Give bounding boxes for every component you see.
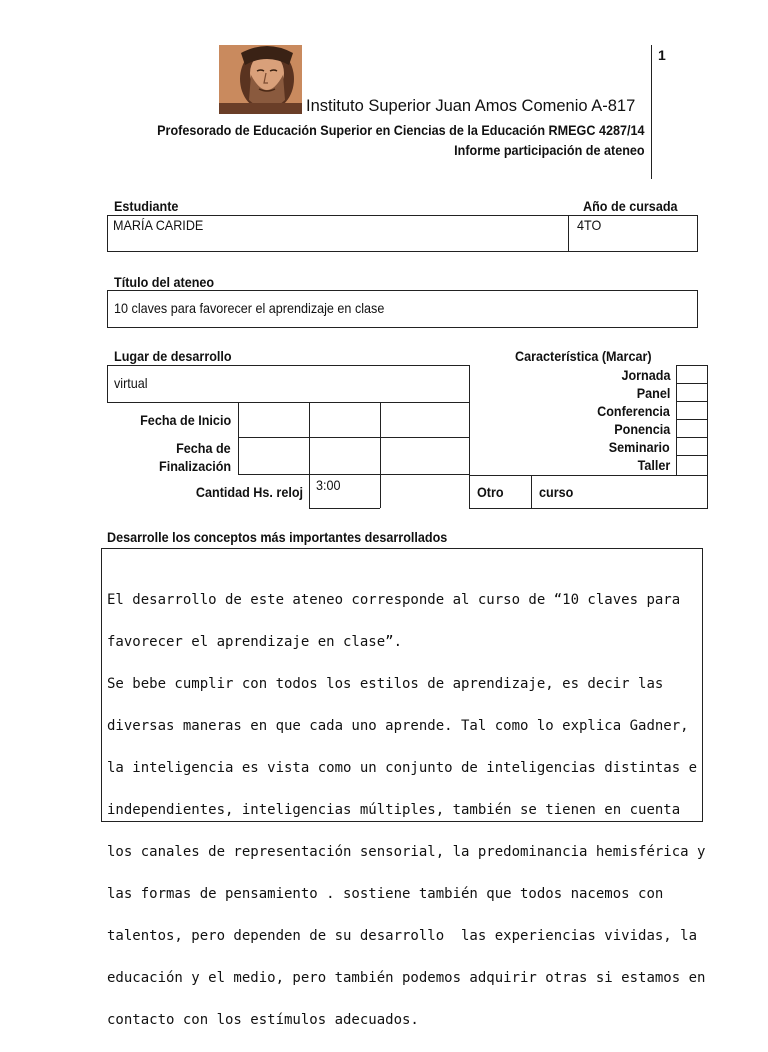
other-box — [469, 475, 708, 509]
hours-label: Cantidad Hs. reloj — [195, 484, 303, 500]
hours-field[interactable]: 3:00 — [316, 477, 341, 493]
checkbox-conferencia[interactable] — [676, 401, 708, 420]
other-divider — [531, 475, 532, 509]
other-field[interactable]: curso — [539, 484, 574, 500]
student-name-field[interactable]: MARÍA CARIDE — [113, 217, 204, 233]
place-field[interactable]: virtual — [114, 375, 148, 391]
end-date-label-2: Finalización — [158, 458, 231, 474]
concepts-line: favorecer el aprendizaje en clase”. — [107, 634, 403, 650]
start-date-year[interactable] — [381, 403, 469, 437]
student-label: Estudiante — [114, 198, 179, 214]
institute-name: Instituto Superior Juan Amos Comenio A-817 — [306, 97, 636, 115]
page-number: 1 — [658, 47, 666, 63]
concepts-line: educación y el medio, pero también podemos adquirir otras si estamos en — [107, 970, 706, 986]
concepts-label: Desarrolle los conceptos más importantes desarrollados — [107, 529, 448, 545]
checkbox-seminario[interactable] — [676, 437, 708, 456]
checkbox-taller[interactable] — [676, 455, 708, 476]
founder-portrait — [219, 45, 302, 114]
date-grid-line — [238, 437, 470, 438]
student-divider — [568, 215, 569, 252]
start-date-month[interactable] — [310, 403, 380, 437]
start-date-day[interactable] — [239, 403, 309, 437]
concepts-line: las formas de pensamiento . sostiene también que todos nacemos con — [107, 886, 664, 902]
option-label-ponencia: Ponencia — [613, 421, 670, 437]
date-grid-line — [469, 402, 470, 474]
end-date-label-1: Fecha de — [176, 440, 231, 456]
program-name: Profesorado de Educación Superior en Ciencias de la Educación RMEGC 4287/14 — [157, 122, 645, 138]
place-box — [107, 365, 470, 403]
checkbox-ponencia[interactable] — [676, 419, 708, 438]
report-title: Informe participación de ateneo — [454, 142, 645, 158]
title-field[interactable]: 10 claves para favorecer el aprendizaje en clase — [114, 300, 385, 316]
checkbox-jornada[interactable] — [676, 365, 708, 384]
header-rule — [651, 45, 652, 179]
date-grid-line — [238, 474, 470, 475]
concepts-text[interactable] — [107, 569, 705, 1052]
option-label-jornada: Jornada — [620, 367, 670, 383]
concepts-line: El desarrollo de este ateneo corresponde al curso de “10 claves para — [107, 592, 681, 608]
date-grid-line — [309, 508, 380, 509]
concepts-line: los canales de representación sensorial, la predominancia hemisférica y — [107, 844, 706, 860]
option-label-seminario: Seminario — [609, 439, 670, 455]
characteristic-label: Característica (Marcar) — [515, 348, 652, 364]
year-field[interactable]: 4TO — [577, 217, 602, 233]
concepts-line: talentos, pero dependen de su desarrollo las experiencias vividas, la — [107, 928, 698, 944]
start-date-label: Fecha de Inicio — [139, 412, 231, 428]
checkbox-panel[interactable] — [676, 383, 708, 402]
concepts-line: diversas maneras en que cada uno aprende. Tal como lo explica Gadner, — [107, 718, 689, 734]
concepts-line: contacto con los estímulos adecuados. — [107, 1012, 419, 1028]
option-label-conferencia: Conferencia — [597, 403, 670, 419]
option-label-panel: Panel — [636, 385, 670, 401]
concepts-line: la inteligencia es vista como un conjunto de inteligencias distintas e — [107, 760, 698, 776]
year-label: Año de cursada — [583, 198, 678, 214]
option-label-taller: Taller — [637, 457, 670, 473]
other-label: Otro — [477, 484, 504, 500]
concepts-line: Se bebe cumplir con todos los estilos de aprendizaje, es decir las — [107, 676, 664, 692]
title-label: Título del ateneo — [114, 274, 215, 290]
concepts-line: independientes, inteligencias múltiples, también se tienen en cuenta — [107, 802, 681, 818]
place-label: Lugar de desarrollo — [114, 348, 232, 364]
